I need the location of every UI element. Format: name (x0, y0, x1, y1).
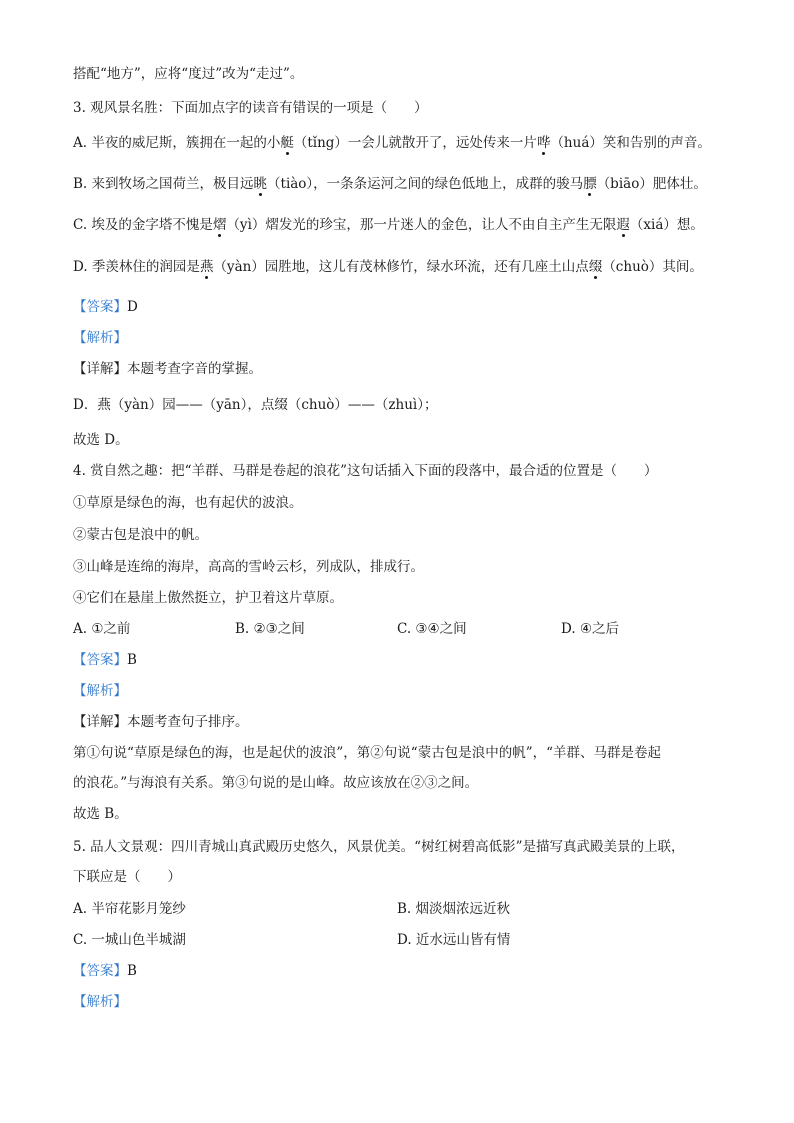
option-b: B. ②③之间 (235, 621, 305, 637)
answer-value: B (127, 652, 137, 668)
text: 4. 赏自然之趣：把“羊群、马群是卷起的浪花”这句话插入下面的段落中，最合适的位置是（ ） (73, 463, 658, 479)
question-5-stem-cont (73, 867, 181, 887)
question-3-option-d (73, 257, 703, 277)
text: ③山峰是连绵的海岸，高高的雪岭云杉，列成队，排成行。 (73, 559, 424, 575)
analysis-tag: 【解析】 (73, 994, 127, 1010)
text: （xiá）想。 (629, 217, 704, 233)
question-4-stem (73, 461, 657, 481)
emphasis-dot-char: 膘 (583, 176, 597, 192)
analysis-line (73, 992, 127, 1012)
option-d: D. ④之后 (561, 621, 620, 637)
question-5-stem (73, 837, 684, 857)
question-3-option-a (73, 133, 711, 153)
emphasis-dot-char: 眺 (253, 176, 268, 192)
answer-line (73, 297, 138, 317)
text: ②蒙古包是浪中的帆。 (73, 527, 208, 543)
text: （tǐng）一会儿就散开了，远处传来一片 (293, 135, 537, 151)
conclusion-line (73, 430, 129, 450)
text: 3. 观风景名胜：下面加点字的读音有错误的一项是（ ） (73, 100, 428, 116)
answer-tag: 【答案】 (73, 299, 127, 315)
text: 故选 B。 (73, 806, 128, 822)
text: 故选 D。 (73, 432, 129, 448)
option-d: D. 近水远山皆有情 (397, 932, 511, 948)
text: C. 埃及的金字塔不愧是 (73, 217, 213, 233)
emphasis-dot-char: 遐 (616, 217, 630, 233)
detail-line (73, 712, 249, 732)
text: A. 半夜的威尼斯，簇拥在一起的小 (73, 135, 281, 151)
question-3-option-c (73, 215, 704, 235)
text: 下联应是（ ） (73, 869, 181, 885)
explanation-line (73, 395, 437, 415)
text: （yàn）园胜地，这儿有茂林修竹，绿水环流，还有几座土山点 (213, 259, 589, 275)
question-5-options-row1 (73, 899, 733, 919)
analysis-tag: 【解析】 (73, 330, 127, 346)
text: （chuò）其间。 (602, 259, 703, 275)
option-a: A. 半帘花影月笼纱 (73, 901, 186, 917)
text: （yì）熠发光的珍宝，那一片迷人的金色，让人不由自主产生无限 (226, 217, 617, 233)
text: 搭配“地方”，应将“度过”改为“走过”。 (73, 66, 304, 82)
option-b: B. 烟淡烟浓远近秋 (397, 901, 511, 917)
emphasis-dot-char: 哗 (536, 135, 551, 151)
question-3-stem (73, 98, 428, 118)
text: 本题考查字音的掌握。 (127, 361, 262, 377)
text: ④它们在悬崖上傲然挺立，护卫着这片草原。 (73, 590, 343, 606)
explanation-line (73, 773, 478, 793)
text: B. 来到牧场之国荷兰，极目远 (73, 176, 254, 192)
option-a: A. ①之前 (73, 621, 131, 637)
emphasis-dot-char: 熠 (212, 217, 227, 233)
explanation-line (73, 743, 661, 763)
text: 第①句说“草原是绿色的海，也是起伏的波浪”，第②句说“蒙古包是浪中的帆”，“羊群、马群是卷起 (73, 745, 662, 761)
question-4-sentence-3 (73, 557, 424, 577)
question-4-sentence-2 (73, 525, 208, 545)
answer-line (73, 650, 137, 670)
answer-value: D (127, 299, 138, 315)
option-c: C. ③④之间 (397, 621, 467, 637)
answer-tag: 【答案】 (73, 652, 127, 668)
analysis-line (73, 681, 127, 701)
option-c: C. 一城山色半城湖 (73, 932, 186, 948)
emphasis-dot-char: 艇 (280, 135, 294, 151)
question-3-option-b (73, 174, 707, 194)
question-4-sentence-4 (73, 588, 343, 608)
text: （tiào），一条条运河之间的绿色低地上，成群的骏马 (267, 176, 584, 192)
question-4-options (73, 619, 733, 639)
analysis-tag: 【解析】 (73, 683, 127, 699)
text-line (73, 64, 303, 84)
text: （biāo）肥体壮。 (596, 176, 707, 192)
question-5-options-row2 (73, 930, 733, 950)
text: ①草原是绿色的海，也有起伏的波浪。 (73, 495, 303, 511)
text: 的浪花。”与海浪有关系。第③句说的是山峰。故应该放在②③之间。 (73, 775, 479, 791)
detail-tag: 【详解】 (73, 714, 127, 730)
text: （huá）笑和告别的声音。 (550, 135, 711, 151)
emphasis-dot-char: 燕 (199, 259, 214, 275)
question-4-sentence-1 (73, 493, 303, 513)
answer-line (73, 961, 137, 981)
emphasis-dot-char: 缀 (588, 259, 603, 275)
conclusion-line (73, 804, 128, 824)
text: 5. 品人文景观：四川青城山真武殿历史悠久，风景优美。“树红树碧高低影”是描写真武殿美景的上联， (73, 839, 685, 855)
text: D. 季羡林住的润园是 (73, 259, 200, 275)
answer-tag: 【答案】 (73, 963, 127, 979)
detail-line (73, 359, 262, 379)
detail-tag: 【详解】 (73, 361, 127, 377)
answer-value: B (127, 963, 137, 979)
text: D．燕（yàn）园——（yān），点缀（chuò）——（zhuì）； (73, 397, 438, 413)
analysis-line (73, 328, 127, 348)
text: 本题考查句子排序。 (127, 714, 249, 730)
